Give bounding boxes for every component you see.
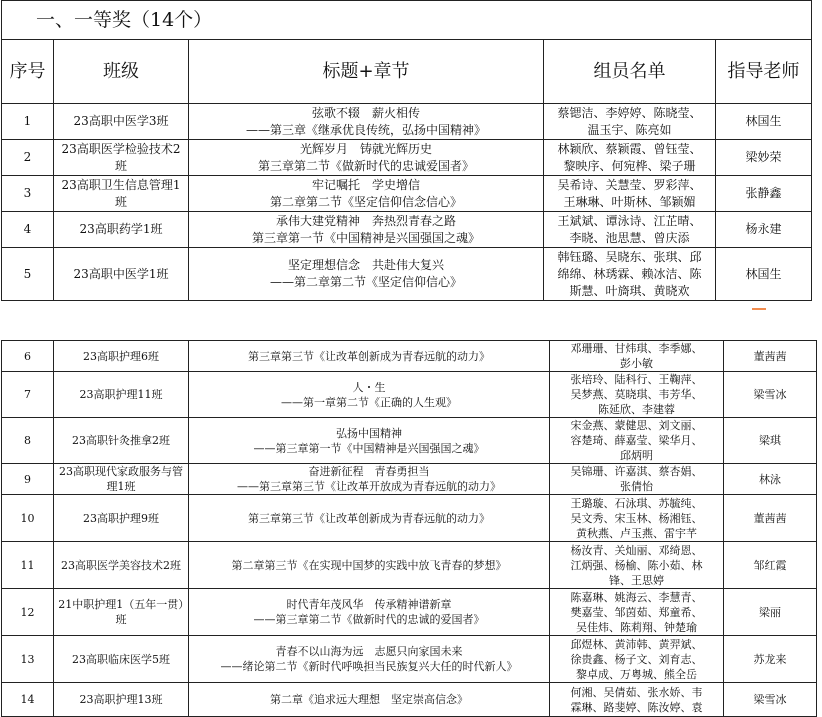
- title-line: 第二章第二节《坚定信仰信念信心》: [269, 194, 462, 209]
- row-teacher: 梁雪冰: [724, 372, 817, 418]
- title-line: 第三章第一节《中国精神是兴国强国之魂》: [251, 230, 480, 245]
- row-number: 3: [2, 176, 54, 212]
- row-class: 23高职医学美容技术2班: [54, 542, 189, 589]
- title-line: ——第三章《继承优良传统，弘扬中国精神》: [245, 122, 486, 137]
- title-line: ——绪论第二节《新时代呼唤担当民族复兴大任的时代新人》: [220, 660, 518, 673]
- row-title: [189, 372, 550, 418]
- members-line: 宋金燕、蒙健思、刘文丽、: [570, 419, 703, 432]
- row-class: 23高职临床医学5班: [54, 636, 189, 683]
- row-number: 13: [2, 636, 54, 683]
- table-row: [2, 418, 817, 464]
- row-title: [189, 418, 550, 464]
- row-number: 7: [2, 372, 54, 418]
- row-members: [550, 589, 724, 636]
- members-line: 杨汝青、关灿丽、邓绮恩、: [570, 543, 703, 557]
- row-members: [544, 212, 716, 248]
- title-line: 弦歌不辍 薪火相传: [311, 105, 420, 120]
- row-class: 23高职药学1班: [54, 212, 189, 248]
- row-title: [189, 104, 544, 140]
- members-line: 陈延欣、李建蓉: [598, 403, 675, 416]
- header-title: 标题+章节: [189, 40, 544, 104]
- row-title: [189, 176, 544, 212]
- title-line: ——第三章第二节《做新时代的忠诚的爱国者》: [253, 613, 485, 626]
- members-line: 王琳琳、叶斯林、邹颖媚: [563, 194, 696, 209]
- members-line: 吴希诗、关慧莹、罗彩萍、: [557, 177, 702, 192]
- row-number: 4: [2, 212, 54, 248]
- members-line: 绵绵、林琇霖、赖冰洁、陈: [557, 266, 702, 281]
- row-class: 23高职护理13班: [54, 683, 189, 717]
- row-title: [189, 683, 550, 717]
- row-teacher: 董茜茜: [724, 495, 817, 542]
- row-members: [550, 542, 724, 589]
- members-line: 江炳强、杨榆、陈小茹、林: [570, 558, 703, 572]
- members-line: 林颖欣、蔡颖霞、曾钰莹、: [557, 141, 702, 156]
- members-line: 韩钰璐、吴晓东、张琪、邱: [557, 249, 702, 264]
- decorative-dash: [752, 308, 766, 310]
- members-line: 张培玲、陆科行、王鞠萍、: [570, 373, 703, 386]
- row-class: 23高职护理9班: [54, 495, 189, 542]
- row-class: 23高职现代家政服务与管理1班: [54, 464, 189, 495]
- row-teacher: 杨永建: [716, 212, 812, 248]
- row-number: 10: [2, 495, 54, 542]
- members-line: 斯慧、叶旖琪、黄晓欢: [569, 283, 690, 298]
- row-members: [544, 176, 716, 212]
- row-teacher: 邹红霞: [724, 542, 817, 589]
- row-members: [550, 464, 724, 495]
- row-number: 8: [2, 418, 54, 464]
- title-line: ——第一章第二节《正确的人生观》: [281, 395, 457, 409]
- members-line: 霖琳、路斐婷、陈汝婷、袁: [570, 700, 703, 714]
- members-line: 张倩怡: [620, 480, 653, 493]
- row-number: 11: [2, 542, 54, 589]
- row-class: 23高职医学检验技术2班: [54, 140, 189, 176]
- members-line: 王斌斌、谭泳诗、江芷晴、: [557, 213, 702, 228]
- members-line: 吴梦燕、莫晓琪、韦芳华、: [570, 388, 703, 401]
- row-teacher: 梁丽: [724, 589, 817, 636]
- title-line: 第二章《追求远大理想 坚定崇高信念》: [270, 693, 468, 706]
- title-line: ——第三章第一节《中国精神是兴国强国之魂》: [253, 441, 485, 455]
- table-row: [2, 212, 812, 248]
- members-line: 陈嘉琳、姚海云、李慧青、: [570, 590, 703, 604]
- row-members: [550, 636, 724, 683]
- row-class: 23高职护理11班: [54, 372, 189, 418]
- row-title: [189, 248, 544, 301]
- members-line: 何湘、吴倩茹、张水娇、韦: [570, 685, 703, 699]
- row-title: [189, 341, 550, 372]
- row-teacher: 苏龙来: [724, 636, 817, 683]
- members-line: 温玉宇、陈亮如: [587, 122, 672, 137]
- row-title: [189, 212, 544, 248]
- members-line: 樊嘉莹、邹茵茹、郑童希、: [570, 605, 703, 619]
- title-line: 牢记嘱托 学史增信: [311, 177, 420, 192]
- table-row: [2, 176, 812, 212]
- header-teacher: 指导老师: [716, 40, 812, 104]
- row-class: 23高职护理6班: [54, 341, 189, 372]
- row-members: [550, 683, 724, 717]
- row-title: [189, 140, 544, 176]
- row-teacher: 梁琪: [724, 418, 817, 464]
- title-line: 坚定理想信念 共赴伟大复兴: [287, 258, 444, 272]
- title-line: 时代青年茂风华 传承精神谱新章: [286, 598, 452, 611]
- row-number: 6: [2, 341, 54, 372]
- row-teacher: 梁雪冰: [724, 683, 817, 717]
- members-line: 彭小敏: [620, 357, 653, 370]
- row-title: [189, 495, 550, 542]
- members-line: 邓珊珊、甘炜琪、李季娜、: [570, 342, 703, 355]
- members-line: 容楚琦、薛嘉莹、梁华月、: [570, 434, 703, 447]
- row-teacher: 梁妙荣: [716, 140, 812, 176]
- members-line: 王璐璇、石泳琪、苏毓纯、: [570, 496, 703, 510]
- members-line: 吴佳炜、陈莉翔、钟楚瑜: [576, 620, 697, 634]
- table-row: [2, 589, 817, 636]
- row-class: 23高职卫生信息管理1班: [54, 176, 189, 212]
- row-teacher: 林国生: [716, 248, 812, 301]
- row-members: [544, 248, 716, 301]
- table-row: [2, 464, 817, 495]
- row-members: [550, 495, 724, 542]
- row-number: 9: [2, 464, 54, 495]
- title-line: 光辉岁月 铸就光辉历史: [299, 141, 432, 156]
- header-number: 序号: [2, 40, 54, 104]
- table-row: [2, 140, 812, 176]
- row-number: 1: [2, 104, 54, 140]
- row-class: 23高职针灸推拿2班: [54, 418, 189, 464]
- row-title: [189, 542, 550, 589]
- table-row: [2, 542, 817, 589]
- row-number: 12: [2, 589, 54, 636]
- row-members: [550, 418, 724, 464]
- members-line: 吴文秀、宋玉林、杨湘钰、: [570, 511, 703, 525]
- table-row: [2, 341, 817, 372]
- members-line: 黄秋燕、卢玉燕、雷宇芊: [576, 526, 697, 540]
- table-row: [2, 636, 817, 683]
- row-title: [189, 636, 550, 683]
- row-members: [550, 341, 724, 372]
- members-line: 徐贵鑫、杨子文、刘育志、: [570, 652, 703, 666]
- title-line: ——第三章第三节《让改革开放成为青春远航的动力》: [237, 480, 501, 493]
- members-line: 李晓、池思慧、曾庆添: [569, 230, 690, 245]
- title-line: 人・生: [352, 380, 386, 394]
- title-line: 奋进新征程 青春勇担当: [308, 465, 430, 478]
- award-table-top: [1, 0, 812, 301]
- row-members: [544, 104, 716, 140]
- members-line: 邱煜林、黄沛韩、黄羿斌、: [570, 637, 703, 651]
- row-number: 5: [2, 248, 54, 301]
- members-line: 黎卓成、万粤城、熊全岳: [576, 667, 697, 681]
- section-title: 一、一等奖（14个）: [2, 1, 812, 40]
- row-teacher: 董茜茜: [724, 341, 817, 372]
- row-teacher: 林国生: [716, 104, 812, 140]
- award-table-bottom: [1, 340, 817, 717]
- title-line: 弘扬中国精神: [336, 426, 402, 440]
- members-line: 黎映序、何宛桦、梁子珊: [563, 158, 696, 173]
- members-line: 邱炳明: [620, 449, 653, 462]
- title-line: 第三章第三节《让改革创新成为青春远航的动力》: [248, 349, 490, 363]
- header-class: 班级: [54, 40, 189, 104]
- title-line: 承伟大建党精神 奔热烈青春之路: [275, 213, 456, 228]
- title-line: 第二章第三节《在实现中国梦的实践中放飞青春的梦想》: [231, 558, 507, 572]
- table-row: [2, 495, 817, 542]
- table-row: [2, 372, 817, 418]
- members-line: 吴锦珊、许嘉淇、蔡杏娟、: [570, 465, 703, 478]
- title-line: 第三章第二节《做新时代的忠诚爱国者》: [257, 158, 474, 173]
- row-class: 21中职护理1（五年一贯）班: [54, 589, 189, 636]
- members-line: 锋、王思婷: [609, 573, 664, 587]
- table-row: [2, 683, 817, 717]
- row-title: [189, 589, 550, 636]
- title-line: 青春不以山海为远 志愿只向家国未来: [275, 645, 463, 658]
- title-line: ——第二章第二节《坚定信仰信心》: [269, 275, 462, 289]
- row-class: 23高职中医学1班: [54, 248, 189, 301]
- row-title: [189, 464, 550, 495]
- table-row: [2, 104, 812, 140]
- header-members: 组员名单: [544, 40, 716, 104]
- row-members: [550, 372, 724, 418]
- row-number: 2: [2, 140, 54, 176]
- members-line: 蔡锶洁、李婷婷、陈晓莹、: [557, 105, 702, 120]
- table-row: [2, 248, 812, 301]
- row-class: 23高职中医学3班: [54, 104, 189, 140]
- title-line: 第三章第三节《让改革创新成为青春远航的动力》: [248, 511, 490, 525]
- row-members: [544, 140, 716, 176]
- row-teacher: 张静鑫: [716, 176, 812, 212]
- row-number: 14: [2, 683, 54, 717]
- row-teacher: 林泳: [724, 464, 817, 495]
